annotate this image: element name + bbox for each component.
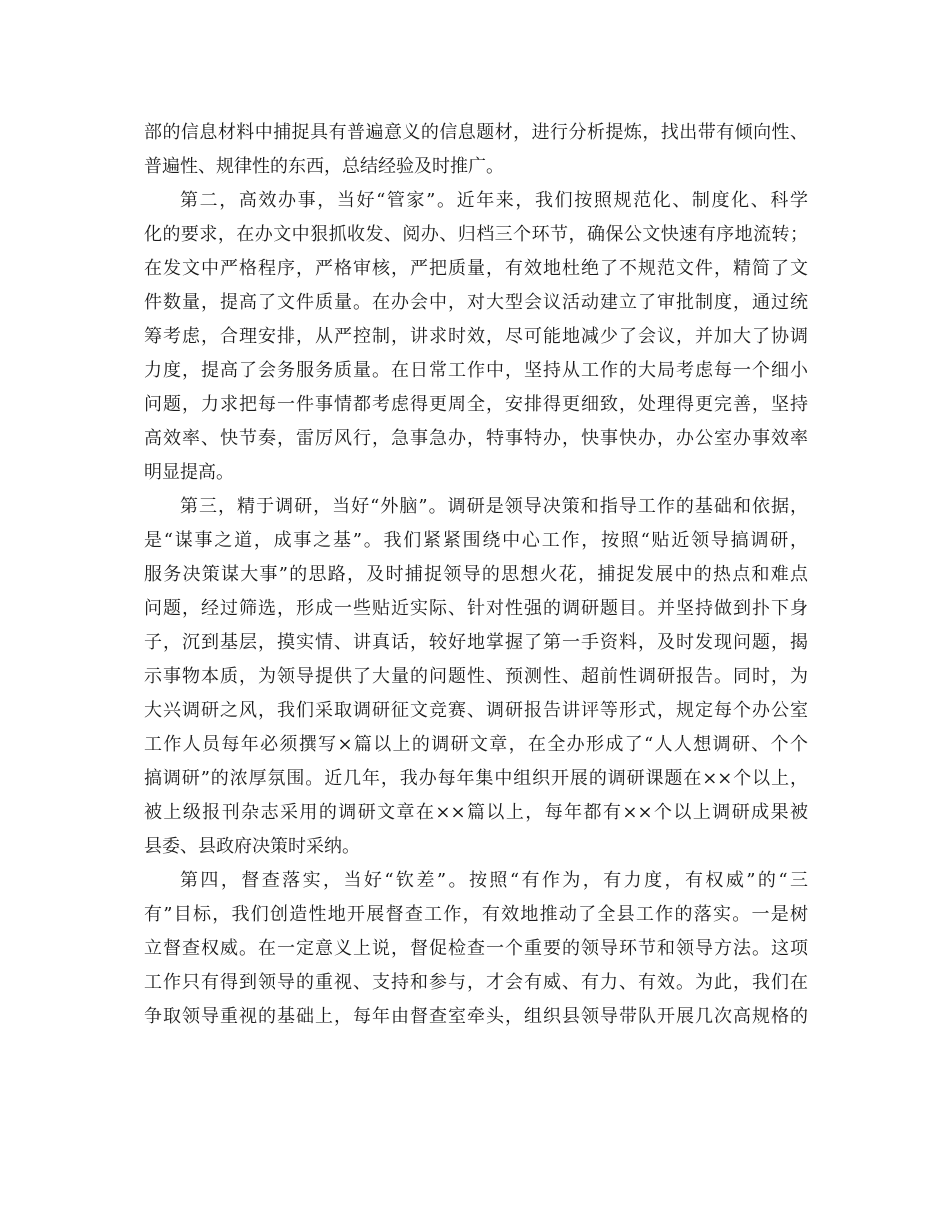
text-line: 搞调研”的浓厚氛围。近几年，我办每年集中组织开展的调研课题在××个以上， [144, 768, 808, 789]
text-line: 问题，经过筛选，形成一些贴近实际、针对性强的调研题目。并坚持做到扑下身 [144, 598, 808, 619]
document-body [144, 116, 808, 1034]
text-line: 示事物本质，为领导提供了大量的问题性、预测性、超前性调研报告。同时，为 [144, 666, 808, 687]
text-line: 工作人员每年必须撰写×篇以上的调研文章，在全办形成了“人人想调研、个个 [144, 734, 808, 755]
text-line: 部的信息材料中捕捉具有普遍意义的信息题材，进行分析提炼，找出带有倾向性、 [144, 122, 808, 143]
text-line: 服务决策谋大事”的思路，及时捕捉领导的思想火花，捕捉发展中的热点和难点 [144, 564, 808, 585]
text-line: 化的要求，在办文中狠抓收发、阅办、归档三个环节，确保公文快速有序地流转； [144, 224, 808, 245]
text-line: 有”目标，我们创造性地开展督查工作，有效地推动了全县工作的落实。一是树 [144, 904, 808, 925]
text-line: 争取领导重视的基础上，每年由督查室牵头，组织县领导带队开展几次高规格的 [144, 1006, 808, 1027]
text-line: 子，沉到基层，摸实情、讲真话，较好地掌握了第一手资料，及时发现问题，揭 [144, 632, 808, 653]
text-line: 普遍性、规律性的东西，总结经验及时推广。 [144, 156, 504, 177]
text-line: 工作只有得到领导的重视、支持和参与，才会有威、有力、有效。为此，我们在 [144, 972, 808, 993]
text-line: 在发文中严格程序，严格审核，严把质量，有效地杜绝了不规范文件，精简了文 [144, 258, 808, 279]
text-line: 第三，精于调研，当好“外脑”。调研是领导决策和指导工作的基础和依据， [180, 496, 808, 517]
text-line: 件数量，提高了文件质量。在办会中，对大型会议活动建立了审批制度，通过统 [144, 292, 808, 313]
text-line: 第四，督查落实，当好“钦差”。按照“有作为，有力度，有权威”的“三 [180, 870, 808, 891]
text-line: 第二，高效办事，当好“管家”。近年来，我们按照规范化、制度化、科学 [180, 190, 808, 211]
text-line: 是“谋事之道，成事之基”。我们紧紧围绕中心工作，按照“贴近领导搞调研， [144, 530, 808, 551]
text-line: 筹考虑，合理安排，从严控制，讲求时效，尽可能地减少了会议，并加大了协调 [144, 326, 808, 347]
text-line: 力度，提高了会务服务质量。在日常工作中，坚持从工作的大局考虑每一个细小 [144, 360, 808, 381]
text-line: 高效率、快节奏，雷厉风行，急事急办，特事特办，快事快办，办公室办事效率 [144, 428, 808, 449]
text-line: 县委、县政府决策时采纳。 [144, 836, 360, 857]
text-line: 明显提高。 [144, 462, 234, 483]
text-line: 立督查权威。在一定意义上说，督促检查一个重要的领导环节和领导方法。这项 [144, 938, 808, 959]
text-line: 问题，力求把每一件事情都考虑得更周全，安排得更细致，处理得更完善，坚持 [144, 394, 808, 415]
text-line: 被上级报刊杂志采用的调研文章在××篇以上，每年都有××个以上调研成果被 [144, 802, 808, 823]
text-line: 大兴调研之风，我们采取调研征文竞赛、调研报告讲评等形式，规定每个办公室 [144, 700, 808, 721]
